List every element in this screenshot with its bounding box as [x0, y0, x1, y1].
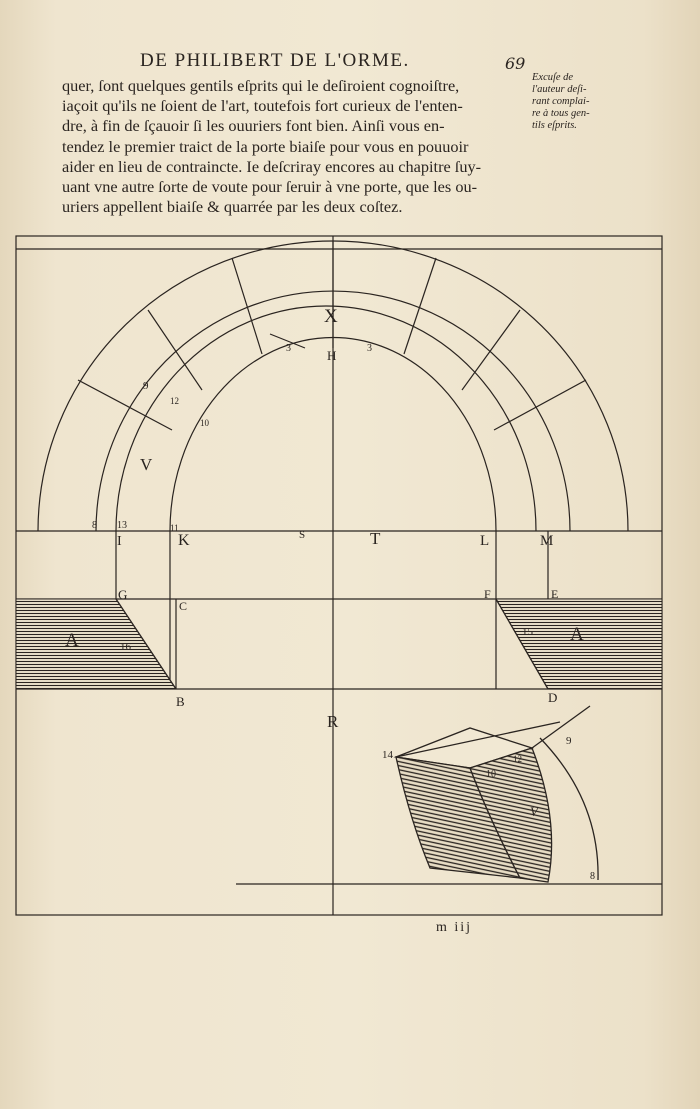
text-line: aider en lieu de contraincte. Ie deſcriray encores au chapitre ſuy- — [62, 156, 482, 176]
label-num: 10 — [486, 769, 496, 780]
text-line: tendez le premier traict de la porte biaiſe pour vous en pouuoir — [62, 136, 469, 156]
label-s: S — [299, 529, 306, 541]
label-num: 10 — [200, 418, 209, 428]
label-num: 14 — [382, 749, 393, 761]
label-num: 11 — [170, 523, 179, 533]
label-num: 9 — [143, 380, 149, 392]
arch-inner — [116, 306, 536, 531]
label-a-right: A — [570, 624, 584, 645]
label-l: L — [480, 533, 490, 549]
label-t: T — [370, 529, 381, 548]
label-f: F — [484, 587, 491, 601]
label-a-left: A — [65, 630, 79, 651]
text-line: uant vne autre ſorte de voute pour ſeruir à vne porte, que les ou- — [62, 177, 478, 197]
label-num: 9 — [566, 735, 572, 747]
text-line: uriers appellent biaiſe & quarrée par les deux coſtez. — [62, 197, 403, 217]
label-num: 16 — [120, 641, 131, 653]
label-r: R — [327, 712, 339, 731]
signature-mark: m iij — [436, 920, 473, 935]
label-h: H — [327, 348, 337, 363]
label-c: C — [179, 599, 188, 613]
label-v-block: V — [530, 804, 538, 819]
label-m: M — [540, 533, 554, 549]
label-num: 8 — [92, 520, 97, 531]
label-num: 12 — [170, 396, 179, 406]
label-num: 15 — [522, 626, 533, 638]
marginal-line: tils eſprits. — [532, 120, 577, 131]
marginal-line: Excuſe de — [532, 72, 574, 83]
label-num: 13 — [117, 520, 127, 531]
label-v: V — [140, 455, 153, 474]
page-number: 69 — [505, 54, 526, 73]
label-num: 12 — [513, 754, 522, 764]
marginal-line: re à tous gen- — [532, 108, 590, 119]
label-d: D — [548, 690, 558, 705]
label-num: 8 — [590, 871, 595, 882]
label-i: I — [117, 534, 122, 549]
text-line: dre, à fin de ſçauoir ſi les ouuriers font bien. Ainſi vous en- — [62, 116, 445, 136]
marginal-line: l'auteur deſi- — [532, 84, 587, 95]
label-e: E — [551, 587, 559, 601]
label-x: X — [324, 306, 338, 327]
running-title: DE PHILIBERT DE L'ORME. — [140, 50, 410, 71]
hatched-band-left — [16, 599, 176, 689]
text-line: quer, ſont quelques gentils eſprits qui le deſiroient cognoiſtre, — [62, 76, 460, 95]
label-g: G — [118, 587, 128, 602]
voussoir-block — [396, 706, 598, 882]
marginal-line: rant complai- — [532, 96, 590, 107]
label-num: 3 — [367, 343, 372, 354]
label-k: K — [178, 532, 190, 549]
text-line: iaçoit qu'ils ne ſoient de l'art, toutefois fort curieux de l'enten- — [62, 96, 463, 116]
label-b: B — [176, 694, 185, 709]
label-num: 3 — [286, 343, 291, 354]
